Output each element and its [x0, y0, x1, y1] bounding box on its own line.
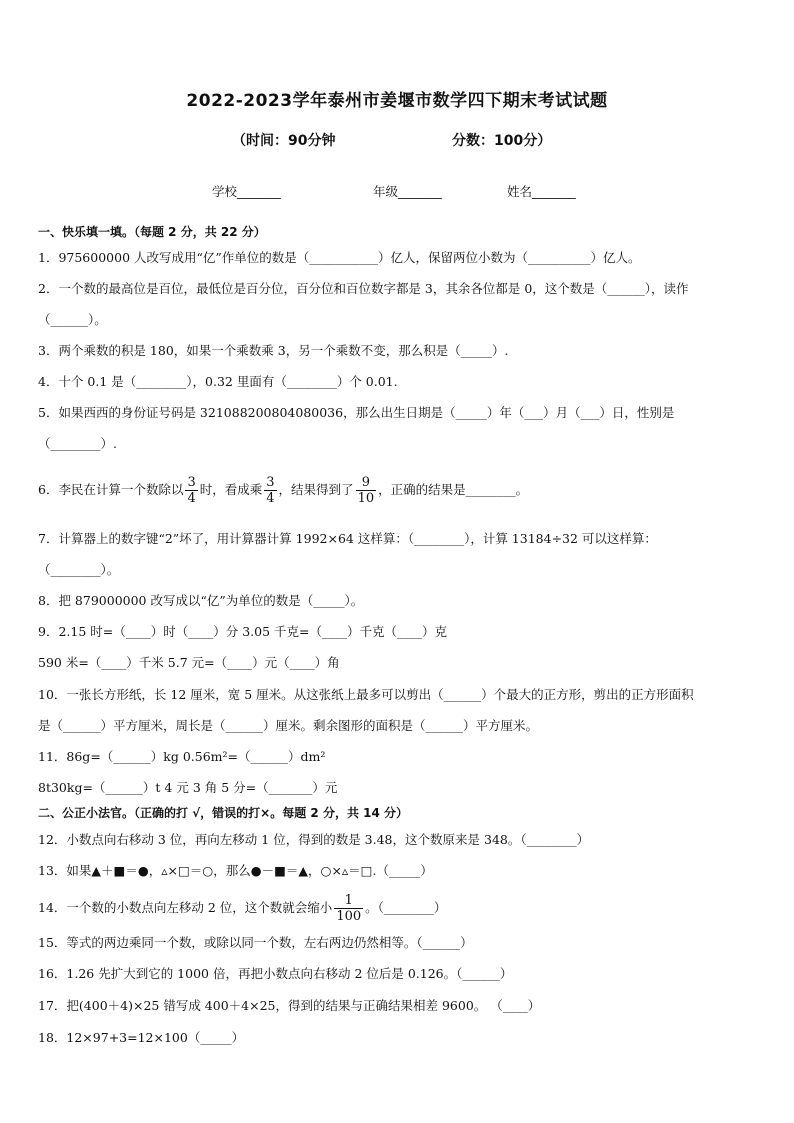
section-2-heading: 二、公正小法官。（正确的打 √，错误的打×。每题 2 分，共 14 分） — [38, 806, 408, 820]
exam-title: 2022-2023学年泰州市姜堰市数学四下期末考试试题 — [186, 91, 608, 111]
question-5-line-2: （________）. — [38, 436, 117, 451]
q6-text-4: ，正确的结果是________。 — [378, 482, 529, 497]
q6-text-1: 6．李民在计算一个数除以 — [38, 482, 184, 497]
question-17: 17．把(400＋4)×25 错写成 400＋4×25，得到的结果与正确结果相差 9600。 （____） — [38, 998, 541, 1013]
exam-time: （时间：90分钟 — [232, 133, 336, 149]
question-10-line-2: 是（______）平方厘米，周长是（______）厘米。剩余图形的面积是（______）平方厘米。 — [38, 718, 539, 733]
fraction-nine-tenths: $\frac{9}{10}$ — [357, 475, 375, 506]
question-2-line-1: 2．一个数的最高位是百位，最低位是百分位，百分位和百位数字都是 3，其余各位都是 0，这个数是（______），读作 — [38, 281, 689, 296]
question-14 — [38, 888, 768, 928]
q6-text-3: ，结果得到了 — [278, 482, 354, 497]
question-8: 8．把 879000000 改写成以“亿”为单位的数是（_____）。 — [38, 593, 364, 608]
question-11-line-1: 11．86g=（______）kg 0.56m²=（______）dm² — [38, 749, 326, 764]
question-12: 12．小数点向右移动 3 位，再向左移动 1 位，得到的数是 3.48，这个数原来是 348。（________） — [38, 832, 590, 847]
grade-field[interactable]: 年级_______ — [373, 184, 442, 199]
question-2-line-2: （______）。 — [38, 312, 107, 327]
question-1: 1．975600000 人改写成用“亿”作单位的数是（___________）亿人，保留两位小数为（__________）亿人。 — [38, 250, 641, 265]
question-13: 13．如果▲＋■＝●，▵×□＝○，那么●－■＝▲，○×▵＝□.（_____） — [38, 863, 433, 878]
name-field[interactable]: 姓名_______ — [507, 184, 576, 199]
question-7-line-2: （________）。 — [38, 562, 120, 577]
question-7-line-1: 7．计算器上的数字键“2”坏了，用计算器计算 1992×64 这样算：（________），计算 13184÷32 可以这样算： — [38, 531, 657, 546]
question-9-line-1: 9．2.15 时=（____）时（____）分 3.05 千克=（____）千克（____）克 — [38, 624, 447, 639]
q14-text-1: 14．一个数的小数点向左移动 2 位，这个数就会缩小 — [38, 900, 333, 915]
question-3: 3．两个乘数的积是 180，如果一个乘数乘 3，另一个乘数不变，那么积是（_____）. — [38, 343, 509, 358]
section-1-heading: 一、快乐填一填。（每题 2 分，共 22 分） — [38, 225, 266, 239]
question-9-line-2: 590 米=（____）千米 5.7 元=（____）元（____）角 — [38, 655, 340, 670]
question-6 — [38, 470, 768, 510]
question-16: 16．1.26 先扩大到它的 1000 倍，再把小数点向右移动 2 位后是 0.126。（______） — [38, 966, 513, 981]
question-11-line-2: 8t30kg=（______）t 4 元 3 角 5 分=（_______）元 — [38, 780, 338, 795]
question-10-line-1: 10．一张长方形纸，长 12 厘米，宽 5 厘米。从这张纸上最多可以剪出（______）个最大的正方形，剪出的正方形面积 — [38, 687, 694, 702]
question-18: 18．12×97+3=12×100（_____） — [38, 1030, 245, 1045]
exam-score: 分数：100分） — [452, 133, 552, 149]
q6-text-2: 时，看成乘 — [199, 482, 263, 497]
question-5-line-1: 5．如果西西的身份证号码是 321088200804080036，那么出生日期是（_____）年（___）月（___）日，性别是 — [38, 405, 675, 420]
question-15: 15．等式的两边乘同一个数，或除以同一个数，左右两边仍然相等。（______） — [38, 935, 473, 950]
school-field[interactable]: 学校_______ — [212, 184, 281, 199]
fraction-three-quarters-1: $\frac{3}{4}$ — [187, 475, 196, 506]
q14-text-2: 。（________） — [365, 900, 447, 915]
fraction-one-hundredth: $\frac{1}{100}$ — [336, 893, 362, 924]
fraction-three-quarters-2: $\frac{3}{4}$ — [266, 475, 275, 506]
question-4: 4．十个 0.1 是（________），0.32 里面有（________）个 0.01. — [38, 374, 398, 389]
